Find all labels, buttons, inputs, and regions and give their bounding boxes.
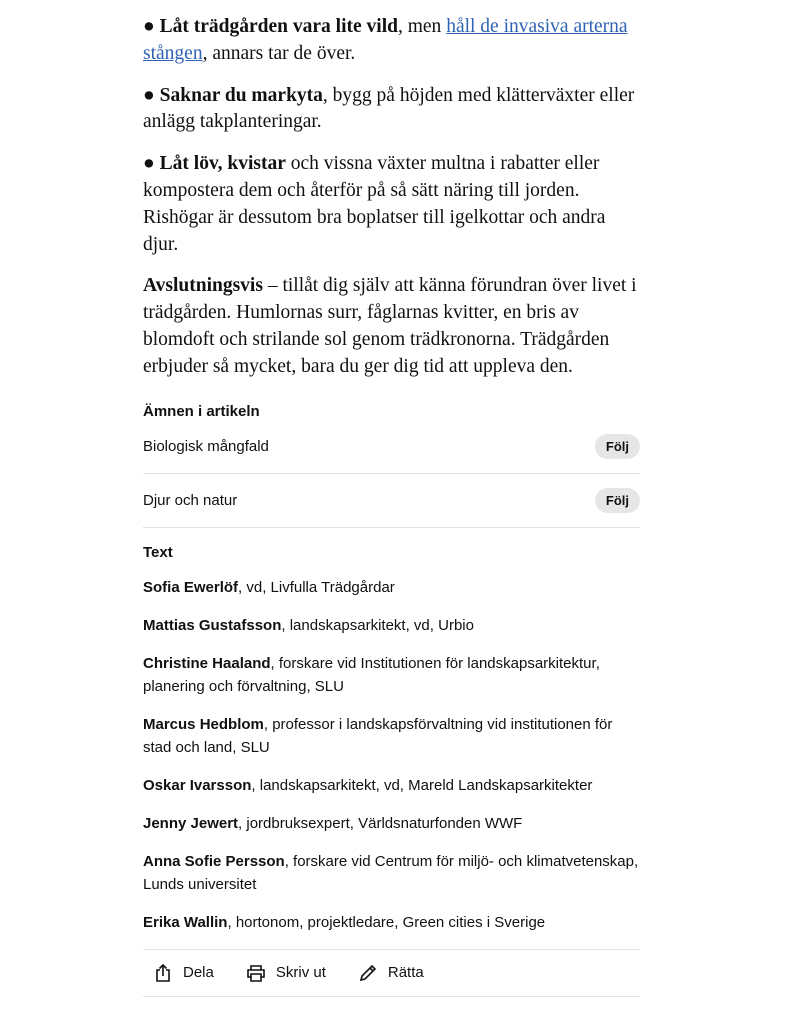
credit-item <box>143 576 640 599</box>
text: , men <box>397 16 447 37</box>
text: , annars tar de över. <box>202 42 356 64</box>
credits-section <box>143 544 640 934</box>
credit-desc: , hortonom, projektledare, Green cities i Sverige <box>227 913 546 931</box>
credit-item <box>143 774 640 797</box>
bullet: ● <box>143 84 155 106</box>
article-actions <box>143 949 640 997</box>
print-label: Skriv ut <box>275 964 326 982</box>
topics-section <box>143 403 640 528</box>
credit-name: Marcus Hedblom <box>143 715 264 733</box>
paragraph <box>143 14 640 68</box>
bullet: ● <box>143 16 155 37</box>
topics-heading: Ämnen i artikeln <box>143 402 260 420</box>
credit-name: Jenny Jewert <box>143 814 239 832</box>
credit-item <box>143 812 640 835</box>
bullet: ● <box>143 153 155 175</box>
credit-name: Christine Haaland <box>143 654 271 672</box>
credit-name: Sofia Ewerlöf <box>143 578 239 596</box>
credit-item <box>143 652 640 698</box>
text: – tillåt dig själv att känna förundran över livet i trädgården. Humlornas surr, fåglarnas kvitter, en bris av blomdoft och strilande sol genom trädkronorna. Trädgården erbjuder så mycket, bara du ger dig tid att uppleva den. <box>143 275 637 377</box>
credit-item <box>143 911 640 934</box>
credit-name: Anna Sofie Persson <box>143 852 285 870</box>
article-content <box>143 14 640 997</box>
credit-desc: , professor i landskapsförvaltning vid institutionen för stad och land, SLU <box>143 715 613 756</box>
bold-lead: Låt löv, kvistar <box>159 153 286 175</box>
bold-lead: Avslutningsvis <box>143 275 263 297</box>
credit-item <box>143 713 640 759</box>
topic-row[interactable] <box>143 474 640 528</box>
follow-button[interactable]: Följ <box>595 434 640 459</box>
credit-name: Oskar Ivarsson <box>143 776 252 794</box>
topic-label[interactable]: Biologisk mångfald <box>143 437 269 455</box>
bold-lead: Låt trädgården vara lite vild <box>159 16 398 37</box>
credits-heading: Text <box>143 543 173 561</box>
pencil-icon <box>358 963 378 983</box>
credit-desc: , jordbruksexpert, Världsnaturfonden WWF <box>238 814 523 832</box>
topic-row[interactable] <box>143 420 640 474</box>
share-icon <box>153 963 173 983</box>
credit-desc: , forskare vid Institutionen för landskapsarkitektur, planering och förvaltning, SLU <box>143 654 600 695</box>
text: , bygg på höjden med klätterväxter eller anlägg takplanteringar. <box>143 84 635 133</box>
printer-icon <box>246 963 266 983</box>
bold-lead: Saknar du markyta <box>159 84 323 106</box>
correct-label: Rätta <box>387 964 424 982</box>
credit-desc: , vd, Livfulla Trädgårdar <box>238 578 395 596</box>
credit-name: Erika Wallin <box>143 913 228 931</box>
share-label: Dela <box>183 964 214 982</box>
paragraph <box>143 83 640 137</box>
credit-desc: , landskapsarkitekt, vd, Urbio <box>281 616 474 634</box>
credit-desc: , landskapsarkitekt, vd, Mareld Landskapsarkitekter <box>251 776 593 794</box>
print-button[interactable] <box>246 963 326 983</box>
correct-button[interactable] <box>358 963 424 983</box>
invasive-species-link[interactable]: håll de invasiva arterna stången <box>143 16 628 64</box>
credit-name: Mattias Gustafsson <box>143 616 282 634</box>
follow-button[interactable]: Följ <box>595 488 640 513</box>
text: och vissna växter multna i rabatter eller kompostera dem och återför på så sätt näring till jorden. Rishögar är dessutom bra boplatser till igelkottar och andra djur. <box>143 153 606 255</box>
credit-item <box>143 614 640 637</box>
credit-desc: , forskare vid Centrum för miljö- och klimatvetenskap, Lunds universitet <box>143 852 639 893</box>
paragraph <box>143 151 640 258</box>
topic-label[interactable]: Djur och natur <box>143 491 238 509</box>
credit-item <box>143 850 640 896</box>
share-button[interactable] <box>153 963 214 983</box>
paragraph <box>143 273 640 380</box>
